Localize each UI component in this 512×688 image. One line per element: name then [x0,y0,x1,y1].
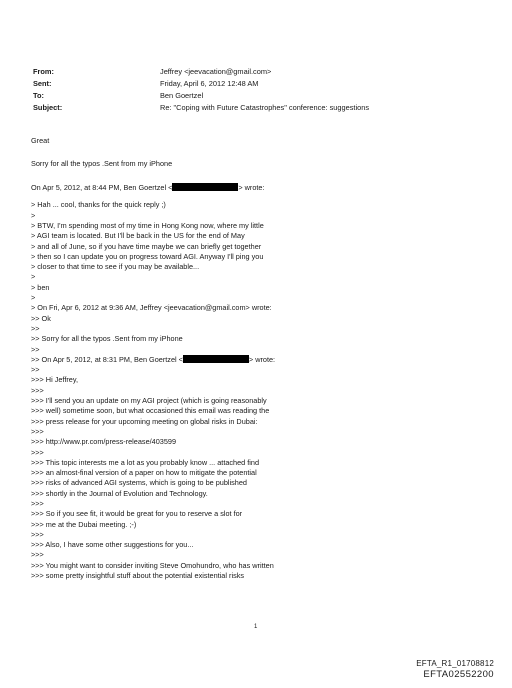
body-line: >>> Also, I have some other suggestions for you... [31,540,194,550]
body-line: >>> You might want to consider inviting Steve Omohundro, who has written [31,560,274,570]
body-line: >> [31,323,40,333]
body-line: > closer to that time to see if you may be available... [31,262,200,272]
redaction-box [172,183,238,191]
body-line: >> [31,344,40,354]
body-line: > AGI team is located. But I'll be back in the US for the end of May [31,231,245,241]
body-line: >>> well) sometime soon, but what occasioned this email was reading the [31,406,270,416]
bates-code-2: EFTA02552200 [423,669,494,680]
body-line: >>> risks of advanced AGI systems, which is going to be published [31,478,247,488]
body-line: > ben [31,282,50,292]
page-number: 1 [254,624,258,630]
sent-label: Sent: [33,79,52,88]
body-line: >>> [31,499,44,508]
to-row [33,90,493,102]
body-line: >>> http://www.pr.com/press-release/403599 [31,437,177,447]
to-value: Ben Goertzel [160,91,204,100]
from-label: From: [33,67,54,76]
body-line: >>> [31,529,44,539]
body-line: >>> So if you see fit, it would be great for you to reserve a slot for [31,509,243,519]
body-line: >>> [31,385,44,395]
body-line: >>> [31,550,44,560]
body-line: > and all of June, so if you have time maybe we can briefly get together [31,241,262,251]
subject-row [33,102,493,114]
body-line: >>> This topic interests me a lot as you probably know ... attached find [31,457,260,467]
body-line: >>> [31,426,44,436]
greeting: Great [31,136,50,145]
redaction-box [183,355,249,363]
body-line: > [31,272,36,282]
from-row [33,66,493,78]
body-line: > Hah ... cool, thanks for the quick reply ;) [31,200,166,210]
from-value: Jeffrey <jeevacation@gmail.com> [160,67,272,76]
body-line: > [31,293,36,303]
body-line: >>> I'll send you an update on my AGI project (which is going reasonably [31,396,267,406]
body-line: >> [31,365,40,375]
to-label: To: [33,91,44,100]
bates-code-1: EFTA_R1_01708812 [416,659,494,668]
subject-value: Re: "Coping with Future Catastrophes" conference: suggestions [160,103,370,112]
body-line: > BTW, I'm spending most of my time in Hong Kong now, where my little [31,220,264,230]
body-line: >> Sorry for all the typos .Sent from my iPhone [31,334,183,344]
body-line: >>> Hi Jeffrey, [31,375,78,385]
quote-header-2 [31,355,471,365]
sent-row [33,78,493,90]
sent-value: Friday, April 6, 2012 12:48 AM [160,79,259,88]
signature-line: Sorry for all the typos .Sent from my iPhone [31,159,173,169]
email-body [31,136,471,581]
body-line: >>> press release for your upcoming meeting on global risks in Dubai: [31,416,258,426]
body-line: >> Ok [31,313,51,323]
body-line: >>> me at the Dubai meeting. ;-) [31,519,137,529]
body-line: >>> some pretty insightful stuff about the potential existential risks [31,571,245,581]
body-line: > then so I can update you on progress toward AGI. Anyway I'll ping you [31,251,264,261]
email-header [33,66,493,114]
quote-header-2-prefix: >> On Apr 5, 2012, at 8:31 PM, Ben Goertzel < [31,354,183,364]
body-line: >>> [31,447,44,457]
body-line: >>> shortly in the Journal of Evolution and Technology. [31,488,208,498]
quote-header-1-prefix: On Apr 5, 2012, at 8:44 PM, Ben Goertzel < [31,182,173,192]
quote-header-2-suffix: > wrote: [248,354,276,364]
subject-label: Subject: [33,103,63,112]
body-line: >>> an almost-final version of a paper on how to mitigate the potential [31,468,257,478]
body-line: > [31,210,36,220]
quote-header-1 [31,183,471,193]
body-line: > On Fri, Apr 6, 2012 at 9:36 AM, Jeffrey <jeevacation@gmail.com> wrote: [31,303,272,313]
quote-header-1-suffix: > wrote: [238,182,265,192]
